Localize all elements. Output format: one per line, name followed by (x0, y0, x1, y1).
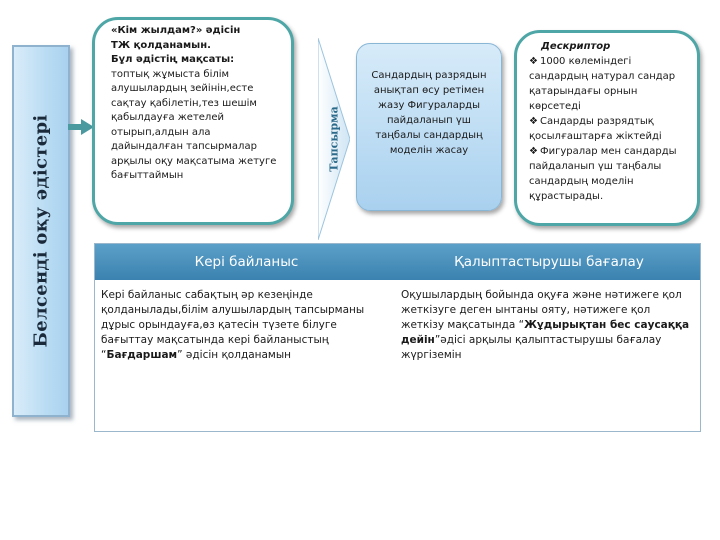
task-text: Сандардың разрядын анықтап өсу ретімен жазу Фигураларды пайдаланып үш таңбалы сандардың моделін жасау (371, 70, 487, 156)
feedback-cell: Кері байланыс сабақтың әр кезеңінде қолданылады,білім алушылардың тапсырманы дұрыс орындауға,өз қатесін түзете білуге бағыттау мақсатында кері байланыстың “Бағдаршам” әдісін қолданамын (101, 289, 365, 361)
method-usage: ТЖ қолданамын. (111, 39, 211, 51)
descriptor-item: ❖ Фигуралар мен сандарды пайдаланып үш таңбалы сандардың моделін құрастырады. (529, 146, 677, 202)
header-formative: Қалыптастырушы бағалау (454, 254, 644, 270)
task-box (356, 43, 502, 211)
diamond-bullet-icon: ❖ (529, 116, 538, 127)
diamond-bullet-icon: ❖ (529, 56, 538, 67)
header-feedback: Кері байланыс (194, 254, 299, 270)
descriptor-box (514, 30, 700, 226)
side-banner (12, 45, 70, 417)
right-arrow-icon (68, 119, 94, 135)
method-box (92, 17, 294, 225)
table-header (95, 244, 700, 280)
method-title: «Кім жылдам?» әдісін (111, 25, 241, 36)
side-title: Белсенді оқу әдістері (30, 114, 52, 348)
task-label: Тапсырма (327, 106, 341, 172)
method-purpose-text: топтық жұмыста білім алушылардың зейінін,есте сақтау қабілетін,тез шешім қабылдауға жетелей отырып,алдын ала дайындалған тапсырмалар арқылы оқу мақсатыма жетуге бағыттаймын (111, 68, 277, 181)
descriptor-title: Дескриптор (541, 41, 611, 52)
descriptor-item: ❖ Сандарды разрядтық қосылғаштарға жіктейді (529, 116, 662, 142)
assessment-table (94, 243, 701, 432)
diamond-bullet-icon: ❖ (529, 146, 538, 157)
descriptor-item: ❖ 1000 көлеміндегі сандардың натурал сандар қатарындағы орнын көрсетеді (529, 56, 676, 112)
formative-cell: Оқушылардың бойында оқуға және нәтижеге қол жеткізуге деген ынтаны ояту, нәтижеге қол жеткізу мақсатында “Жұдырықтан бес саусаққа дейін”әдісі арқылы қалыптастырушы бағалау жүргіземін (401, 289, 690, 361)
method-purpose-label: Бұл әдістің мақсаты: (111, 54, 235, 65)
